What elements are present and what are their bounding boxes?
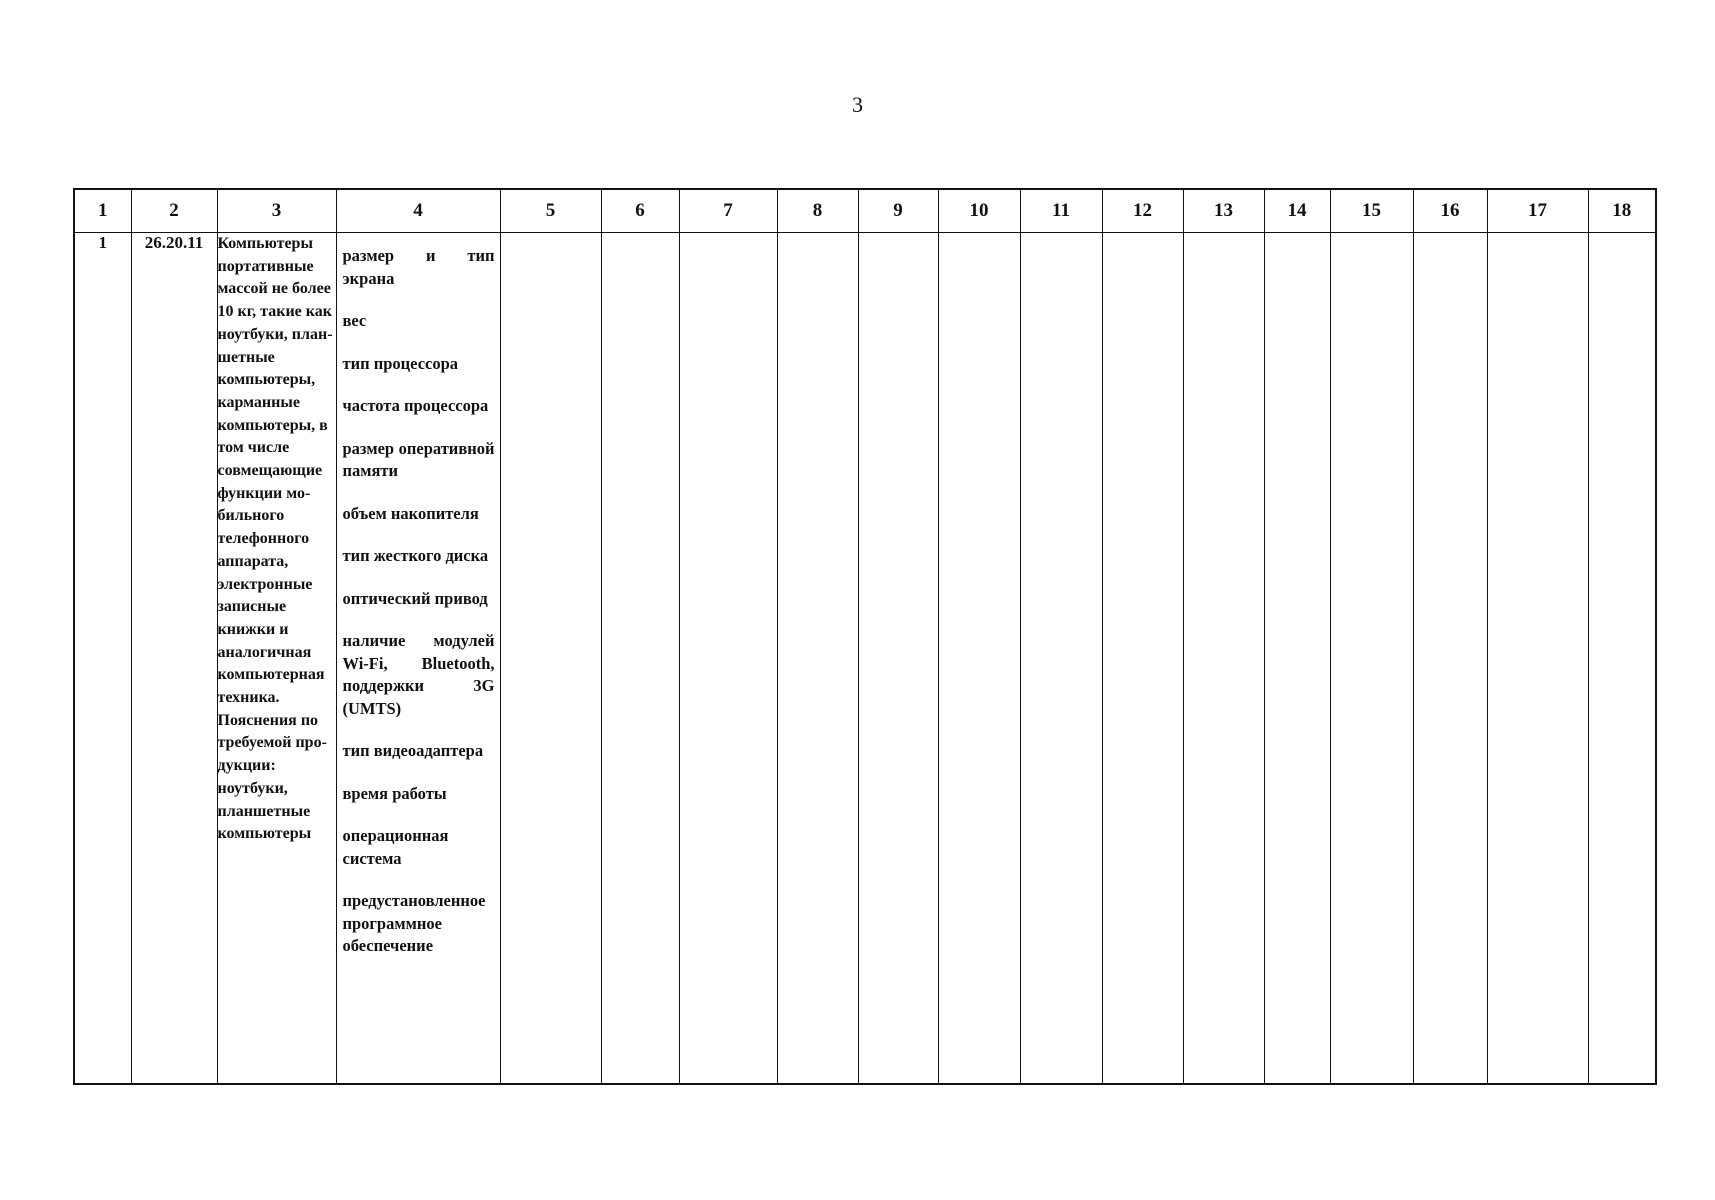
characteristic-item: тип видеоадаптера: [342, 741, 484, 760]
column-number-3: 3: [217, 189, 336, 233]
column-number-5: 5: [500, 189, 601, 233]
characteristic-item: тип жесткого диска: [342, 546, 489, 565]
column-number-1: 1: [74, 189, 131, 233]
column-number-8: 8: [777, 189, 858, 233]
empty-cell: [1487, 233, 1588, 1085]
empty-cell: [500, 233, 601, 1085]
characteristic-item: наличие модулей Wi-Fi, Bluetooth, поддержки 3G (UMTS): [342, 631, 495, 718]
characteristic-item: время работы: [342, 783, 447, 803]
table-row: [74, 233, 1656, 1085]
empty-cell: [777, 233, 858, 1085]
column-number-2: 2: [131, 189, 217, 233]
empty-cell: [938, 233, 1020, 1085]
column-number-row: [74, 189, 1656, 233]
column-number-9: 9: [858, 189, 938, 233]
characteristics-list: [337, 233, 500, 958]
column-number-12: 12: [1102, 189, 1183, 233]
okpd-code-cell: 26.20.11: [131, 233, 217, 1085]
empty-cell: [1183, 233, 1264, 1085]
row-number-cell: 1: [74, 233, 131, 1085]
empty-cell: [1020, 233, 1102, 1085]
characteristics-cell: [336, 233, 500, 1085]
page-number: 3: [852, 92, 863, 117]
characteristic-item: объем накопителя: [342, 503, 479, 523]
empty-cell: [1588, 233, 1656, 1085]
column-number-14: 14: [1264, 189, 1330, 233]
column-number-16: 16: [1413, 189, 1487, 233]
column-number-10: 10: [938, 189, 1020, 233]
characteristic-item: оптический привод: [342, 588, 488, 608]
empty-cell: [1102, 233, 1183, 1085]
column-number-7: 7: [679, 189, 777, 233]
column-number-4: 4: [336, 189, 500, 233]
characteristic-item: частота процессора: [342, 396, 489, 415]
empty-cell: [1330, 233, 1413, 1085]
empty-cell: [1413, 233, 1487, 1085]
column-number-17: 17: [1487, 189, 1588, 233]
characteristic-item: операционная система: [342, 826, 449, 868]
characteristic-item: размер оперативной памяти: [342, 438, 495, 480]
characteristic-item: предустановленное программное обеспечение: [342, 891, 486, 955]
requirements-table: [73, 188, 1657, 1085]
characteristic-item: вес: [342, 311, 367, 330]
column-number-15: 15: [1330, 189, 1413, 233]
column-number-6: 6: [601, 189, 679, 233]
column-number-13: 13: [1183, 189, 1264, 233]
empty-cell: [679, 233, 777, 1085]
column-number-18: 18: [1588, 189, 1656, 233]
product-description-cell: Компьютеры портативные массой не более 10 кг, такие как ноутбуки, планшетные компьютеры, карманные компьютеры, в том числе совмещающие функции мобильного телефонного аппарата, электронные записные книжки и аналогичная компьютерная техника. Пояснения по требуемой продукции: ноутбуки, планшетные компьютеры: [217, 233, 336, 1085]
characteristic-item: размер и тип экрана: [342, 246, 495, 288]
empty-cell: [1264, 233, 1330, 1085]
characteristic-item: тип процессора: [342, 353, 459, 373]
empty-cell: [858, 233, 938, 1085]
column-number-11: 11: [1020, 189, 1102, 233]
empty-cell: [601, 233, 679, 1085]
